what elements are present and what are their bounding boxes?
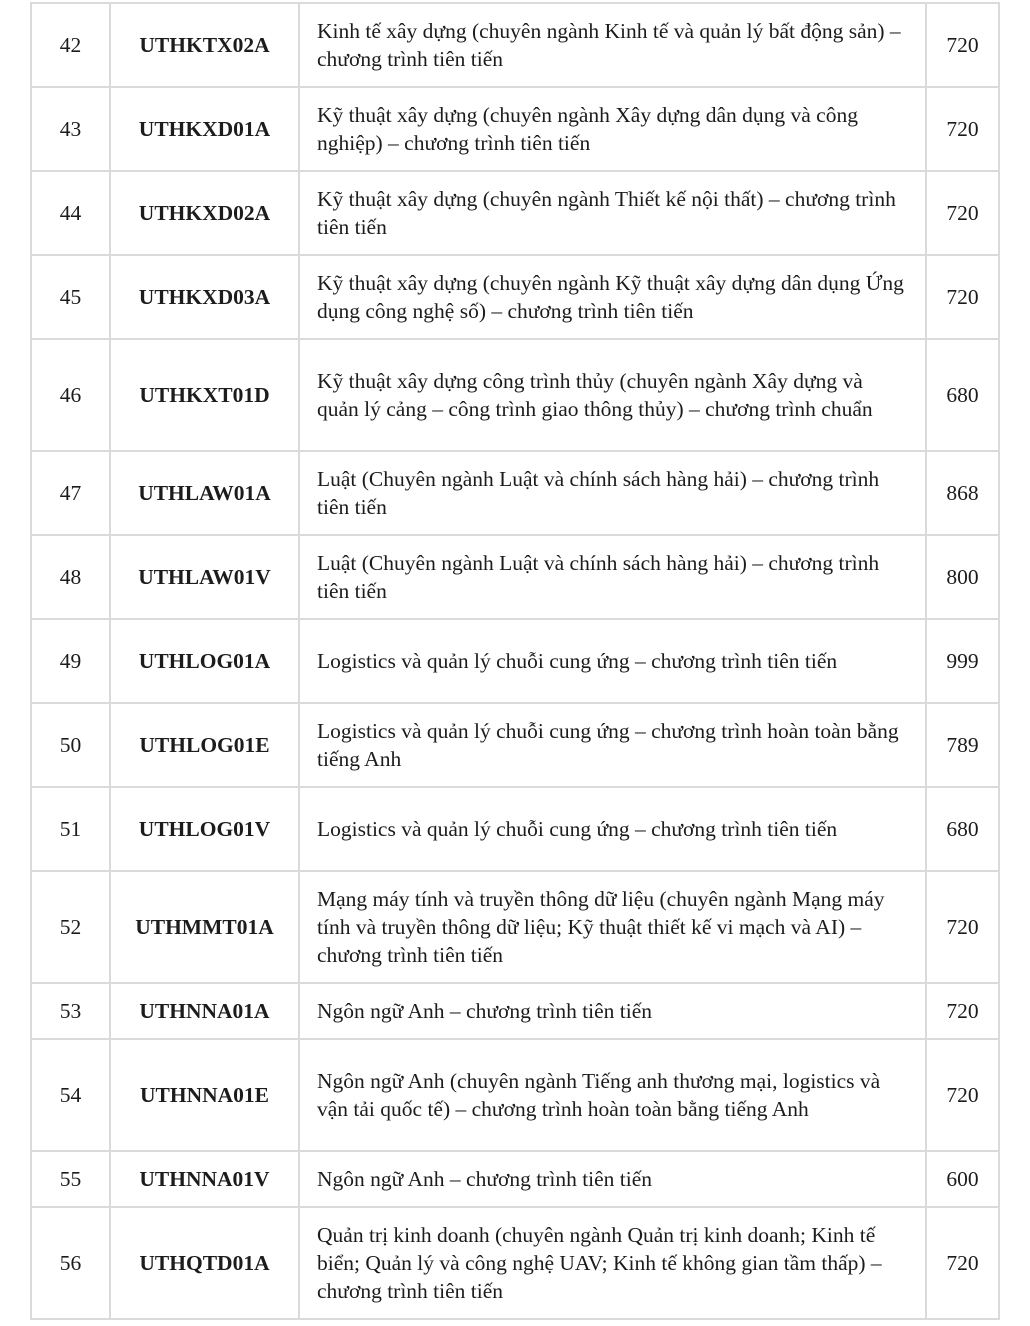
table-row	[30, 88, 1000, 172]
table-row	[30, 2, 1000, 88]
program-code-cell: UTHLAW01V	[111, 536, 300, 620]
table-row	[30, 172, 1000, 256]
score-cell: 999	[927, 620, 1000, 704]
score-cell: 720	[927, 872, 1000, 984]
row-number-cell: 44	[30, 172, 111, 256]
row-number-cell: 51	[30, 788, 111, 872]
program-code-cell: UTHLOG01E	[111, 704, 300, 788]
row-number-cell: 49	[30, 620, 111, 704]
table-row	[30, 788, 1000, 872]
table-body	[30, 2, 1000, 1320]
row-number-cell: 47	[30, 452, 111, 536]
program-code-cell: UTHLAW01A	[111, 452, 300, 536]
program-code-cell: UTHKXD01A	[111, 88, 300, 172]
program-name-cell: Logistics và quản lý chuỗi cung ứng – chương trình tiên tiến	[300, 620, 927, 704]
row-number-cell: 48	[30, 536, 111, 620]
row-number-cell: 42	[30, 2, 111, 88]
program-code-cell: UTHLOG01V	[111, 788, 300, 872]
row-number-cell: 53	[30, 984, 111, 1040]
score-cell: 868	[927, 452, 1000, 536]
program-name-cell: Kỹ thuật xây dựng công trình thủy (chuyên ngành Xây dựng và quản lý cảng – công trình giao thông thủy) – chương trình chuẩn	[300, 340, 927, 452]
score-cell: 720	[927, 256, 1000, 340]
program-name-cell: Logistics và quản lý chuỗi cung ứng – chương trình tiên tiến	[300, 788, 927, 872]
program-name-cell: Luật (Chuyên ngành Luật và chính sách hàng hải) – chương trình tiên tiến	[300, 452, 927, 536]
score-cell: 720	[927, 88, 1000, 172]
program-name-cell: Logistics và quản lý chuỗi cung ứng – chương trình hoàn toàn bằng tiếng Anh	[300, 704, 927, 788]
program-name-cell: Kỹ thuật xây dựng (chuyên ngành Xây dựng dân dụng và công nghiệp) – chương trình tiên tiến	[300, 88, 927, 172]
row-number-cell: 45	[30, 256, 111, 340]
score-cell: 600	[927, 1152, 1000, 1208]
score-cell: 789	[927, 704, 1000, 788]
table-container	[30, 2, 1000, 1320]
score-cell: 720	[927, 984, 1000, 1040]
score-cell: 680	[927, 788, 1000, 872]
program-code-cell: UTHNNA01V	[111, 1152, 300, 1208]
table-row	[30, 256, 1000, 340]
program-name-cell: Kỹ thuật xây dựng (chuyên ngành Kỹ thuật xây dựng dân dụng Ứng dụng công nghệ số) – chương trình tiên tiến	[300, 256, 927, 340]
program-code-cell: UTHQTD01A	[111, 1208, 300, 1320]
admission-score-table	[30, 2, 1000, 1320]
program-name-cell: Kinh tế xây dựng (chuyên ngành Kinh tế và quản lý bất động sản) – chương trình tiên tiến	[300, 2, 927, 88]
score-cell: 720	[927, 1208, 1000, 1320]
score-cell: 720	[927, 172, 1000, 256]
row-number-cell: 52	[30, 872, 111, 984]
program-name-cell: Mạng máy tính và truyền thông dữ liệu (chuyên ngành Mạng máy tính và truyền thông dữ liệu; Kỹ thuật thiết kế vi mạch và AI) – chương trình tiên tiến	[300, 872, 927, 984]
program-name-cell: Ngôn ngữ Anh (chuyên ngành Tiếng anh thương mại, logistics và vận tải quốc tế) – chương trình hoàn toàn bằng tiếng Anh	[300, 1040, 927, 1152]
program-code-cell: UTHKXD03A	[111, 256, 300, 340]
program-name-cell: Ngôn ngữ Anh – chương trình tiên tiến	[300, 984, 927, 1040]
program-code-cell: UTHMMT01A	[111, 872, 300, 984]
program-code-cell: UTHKXT01D	[111, 340, 300, 452]
program-code-cell: UTHKTX02A	[111, 2, 300, 88]
program-code-cell: UTHKXD02A	[111, 172, 300, 256]
table-row	[30, 340, 1000, 452]
score-cell: 680	[927, 340, 1000, 452]
row-number-cell: 55	[30, 1152, 111, 1208]
table-row	[30, 536, 1000, 620]
program-code-cell: UTHNNA01A	[111, 984, 300, 1040]
program-name-cell: Quản trị kinh doanh (chuyên ngành Quản trị kinh doanh; Kinh tế biển; Quản lý và công nghệ UAV; Kinh tế không gian tầm thấp) – chương trình tiên tiến	[300, 1208, 927, 1320]
program-code-cell: UTHLOG01A	[111, 620, 300, 704]
row-number-cell: 43	[30, 88, 111, 172]
program-code-cell: UTHNNA01E	[111, 1040, 300, 1152]
table-row	[30, 984, 1000, 1040]
row-number-cell: 56	[30, 1208, 111, 1320]
table-row	[30, 1152, 1000, 1208]
table-row	[30, 1208, 1000, 1320]
score-cell: 720	[927, 1040, 1000, 1152]
score-cell: 800	[927, 536, 1000, 620]
table-row	[30, 704, 1000, 788]
table-row	[30, 1040, 1000, 1152]
table-row	[30, 872, 1000, 984]
score-cell: 720	[927, 2, 1000, 88]
row-number-cell: 54	[30, 1040, 111, 1152]
table-row	[30, 452, 1000, 536]
row-number-cell: 46	[30, 340, 111, 452]
program-name-cell: Luật (Chuyên ngành Luật và chính sách hàng hải) – chương trình tiên tiến	[300, 536, 927, 620]
table-row	[30, 620, 1000, 704]
row-number-cell: 50	[30, 704, 111, 788]
program-name-cell: Kỹ thuật xây dựng (chuyên ngành Thiết kế nội thất) – chương trình tiên tiến	[300, 172, 927, 256]
program-name-cell: Ngôn ngữ Anh – chương trình tiên tiến	[300, 1152, 927, 1208]
